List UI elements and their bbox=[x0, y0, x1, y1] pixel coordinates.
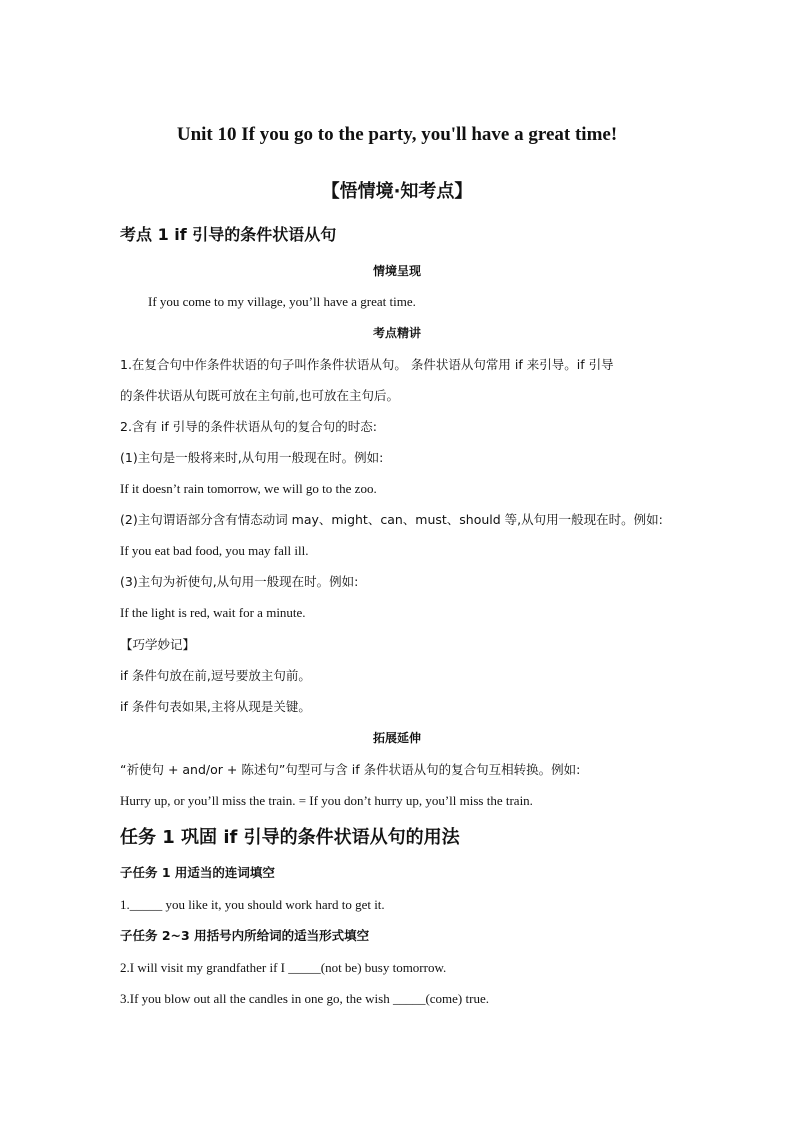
explain-item-1: (1)主句是一般将来时,从句用一般现在时。例如: bbox=[120, 450, 384, 465]
extend-text: “祈使句 + and/or + 陈述句”句型可与含 if 条件状语从句的复合句互相转换。例如: bbox=[120, 762, 581, 777]
page-title: Unit 10 If you go to the party, you'll have a great time! bbox=[176, 124, 618, 145]
question-1: 1._____ you like it, you should work hard to get it. bbox=[120, 897, 385, 912]
explain-label: 考点精讲 bbox=[372, 326, 421, 340]
section-heading: 【悟情境·知考点】 bbox=[321, 181, 473, 202]
extend-label: 拓展延伸 bbox=[372, 731, 421, 745]
explain-paragraph-2: 2.含有 if 引导的条件状语从句的复合句的时态: bbox=[120, 419, 377, 434]
subtask-1-label: 子任务 1 用适当的连词填空 bbox=[120, 865, 275, 880]
example-sentence-3: If the light is red, wait for a minute. bbox=[120, 605, 306, 620]
situation-label: 情境呈现 bbox=[372, 264, 421, 278]
explain-paragraph-1-line-1: 1.在复合句中作条件状语的句子叫作条件状语从句。 条件状语从句常用 if 来引导。if 引导 bbox=[120, 357, 614, 372]
memo-line-2: if 条件句表如果,主将从现是关键。 bbox=[120, 699, 311, 714]
extend-example: Hurry up, or you’ll miss the train. = If you don’t hurry up, you’ll miss the train. bbox=[120, 793, 533, 808]
example-sentence-2: If you eat bad food, you may fall ill. bbox=[120, 543, 309, 558]
explain-item-3: (3)主句为祈使句,从句用一般现在时。例如: bbox=[120, 574, 359, 589]
explain-item-2: (2)主句谓语部分含有情态动词 may、might、can、must、should 等,从句用一般现在时。例如: bbox=[120, 512, 663, 527]
explain-paragraph-1-line-2: 的条件状语从句既可放在主句前,也可放在主句后。 bbox=[120, 388, 399, 403]
memo-line-1: if 条件句放在前,逗号要放主句前。 bbox=[120, 668, 311, 683]
situation-sentence: If you come to my village, you’ll have a great time. bbox=[148, 294, 416, 309]
point-1-heading: 考点 1 if 引导的条件状语从句 bbox=[120, 225, 337, 244]
example-sentence-1: If it doesn’t rain tomorrow, we will go to the zoo. bbox=[120, 481, 377, 496]
memo-label: 【巧学妙记】 bbox=[120, 637, 196, 652]
subtask-2-3-label: 子任务 2~3 用括号内所给词的适当形式填空 bbox=[120, 928, 370, 943]
task-1-heading: 任务 1 巩固 if 引导的条件状语从句的用法 bbox=[120, 827, 460, 848]
question-2: 2.I will visit my grandfather if I _____(not be) busy tomorrow. bbox=[120, 960, 447, 975]
question-3: 3.If you blow out all the candles in one go, the wish _____(come) true. bbox=[120, 991, 489, 1006]
